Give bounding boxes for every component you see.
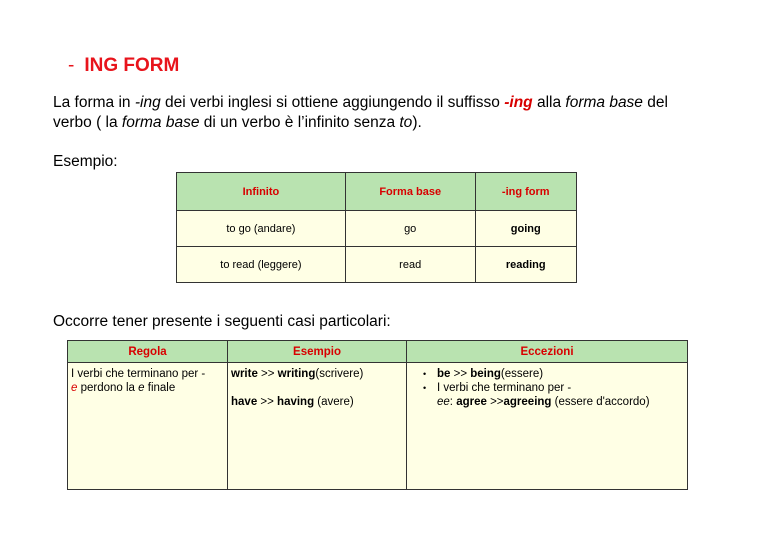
arrow: >> <box>257 368 278 380</box>
table-row <box>177 247 577 283</box>
example-verb: write <box>231 368 258 380</box>
header-infinito: Infinito <box>177 173 346 211</box>
cell-ing-form: going <box>475 211 576 247</box>
title-text: ING FORM <box>84 55 180 76</box>
header-forma-base: Forma base <box>345 173 475 211</box>
cell-exceptions <box>407 363 688 490</box>
cell-rule <box>68 363 228 490</box>
rule-text: perdono la <box>77 382 139 394</box>
intro-text: ). <box>412 114 422 131</box>
header-regola: Regola <box>68 341 228 363</box>
list-item <box>421 367 684 381</box>
example-verb: have <box>231 396 258 408</box>
intro-text: di un verbo è l’infinito senza <box>199 114 400 131</box>
rule-letter: e <box>71 382 78 394</box>
intro-text: dei verbi inglesi si ottiene aggiungendo il suffisso <box>160 94 505 111</box>
intro-ing-italic: -ing <box>134 94 161 111</box>
intro-text: del verbo ( la <box>53 94 668 131</box>
exception-verb: be <box>437 368 451 380</box>
rule-text: finale <box>144 382 176 394</box>
intro-forma-base: forma base <box>121 114 200 131</box>
title-dash: - <box>68 55 75 76</box>
table-header-row <box>68 341 688 363</box>
cell-infinitive: to read (leggere) <box>177 247 346 283</box>
translation: (avere) <box>314 396 354 408</box>
cell-infinitive: to go (andare) <box>177 211 346 247</box>
colon: : <box>449 396 457 408</box>
rule-text: I verbi che terminano per - <box>71 368 206 380</box>
special-cases-note: Occorre tener presente i seguenti casi particolari: <box>53 313 391 330</box>
list-item <box>421 381 684 409</box>
table-header-row <box>177 173 577 211</box>
rules-table <box>67 340 688 490</box>
arrow: >> <box>257 396 278 408</box>
cell-ing-form: reading <box>475 247 576 283</box>
translation: (scrivere) <box>315 368 364 380</box>
intro-ing-suffix: -ing <box>504 94 533 111</box>
example-ing: writing <box>277 368 316 380</box>
header-ing-form: -ing form <box>475 173 576 211</box>
cell-examples <box>228 363 407 490</box>
intro-text: alla <box>532 94 566 111</box>
exception-verb: agree <box>456 396 487 408</box>
arrow: >> <box>486 396 504 408</box>
table-row <box>68 363 688 490</box>
intro-forma-base: forma base <box>565 94 643 111</box>
intro-text: La forma in <box>53 94 135 111</box>
table-row <box>177 211 577 247</box>
exception-ending: ee <box>437 396 450 408</box>
exceptions-list <box>421 367 684 409</box>
translation: (essere) <box>500 368 544 380</box>
rule-letter: e <box>138 382 145 394</box>
exception-text: I verbi che terminano per - <box>437 382 572 394</box>
header-esempio: Esempio <box>228 341 407 363</box>
intro-to: to <box>399 114 413 131</box>
exception-ing: agreeing <box>503 396 552 408</box>
intro-paragraph <box>53 93 693 133</box>
example-line <box>231 367 403 381</box>
example-ing: having <box>277 396 315 408</box>
arrow: >> <box>450 368 471 380</box>
exception-ing: being <box>470 368 501 380</box>
example-label: Esempio: <box>53 153 118 170</box>
example-line <box>231 395 403 409</box>
cell-base-form: read <box>345 247 475 283</box>
examples-table <box>176 172 577 283</box>
translation: (essere d'accordo) <box>551 396 650 408</box>
cell-base-form: go <box>345 211 475 247</box>
header-eccezioni: Eccezioni <box>407 341 688 363</box>
page-title <box>68 55 179 77</box>
